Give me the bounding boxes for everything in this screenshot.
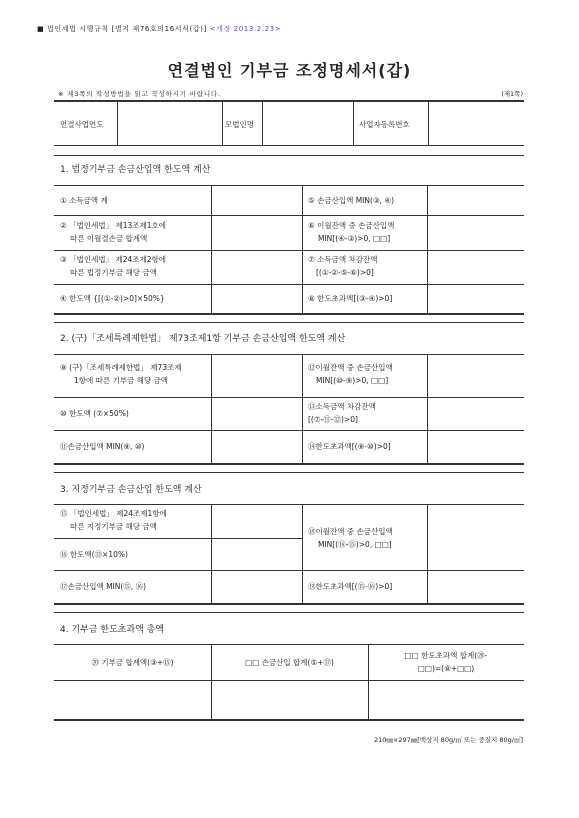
divider bbox=[54, 185, 524, 186]
parent-company-field[interactable] bbox=[262, 118, 353, 131]
form-revision: <개정 2013.2.23> bbox=[209, 25, 282, 33]
divider bbox=[54, 719, 524, 721]
divider bbox=[54, 322, 524, 323]
row-income-total: ① 소득금액 계 bbox=[60, 196, 108, 205]
divider bbox=[54, 612, 524, 613]
business-number-field[interactable] bbox=[428, 118, 524, 131]
row-income-balance-2: ⑬소득금액 차감잔액 [(⑦-⑪-⑫)>0] bbox=[308, 402, 376, 424]
fiscal-year-field[interactable] bbox=[117, 118, 222, 131]
divider bbox=[54, 100, 524, 102]
row-limit-amount-2: ⑩ 한도액 (⑦×50%) bbox=[60, 409, 129, 418]
row-special-donation: ⑨ (구)「조세특례제한법」 제73조제 1항에 따른 기부금 해당 금액 bbox=[60, 363, 182, 385]
divider bbox=[302, 186, 303, 313]
deduction-total-field[interactable] bbox=[212, 682, 367, 718]
divider bbox=[427, 505, 428, 603]
section-1-title: 1. 법정기부금 손금산입액 한도액 계산 bbox=[60, 165, 211, 175]
row-carryover-deduction-3: ⑱이월잔액 중 손금산입액 MIN[(⑯-⑮)>0, □□] bbox=[308, 527, 393, 549]
divider bbox=[54, 284, 524, 285]
form-header bbox=[37, 24, 281, 34]
divider bbox=[54, 538, 302, 539]
section-4-title: 4. 기부금 한도초과액 총액 bbox=[60, 625, 165, 635]
divider bbox=[54, 472, 524, 473]
excess-total-field[interactable] bbox=[369, 682, 523, 718]
donation-total-field[interactable] bbox=[55, 682, 210, 718]
divider bbox=[302, 505, 303, 603]
section-2-title: 2. (구)「조세특례제한법」 제73조제1항 기부금 손금산입액 한도액 계산 bbox=[60, 334, 346, 344]
divider bbox=[54, 313, 524, 315]
row-deductible-amount: ⑤ 손금산입액 MIN(③, ④) bbox=[308, 196, 395, 205]
business-number-label: 사업자등록번호 bbox=[359, 120, 410, 129]
divider bbox=[54, 644, 524, 645]
divider bbox=[54, 680, 524, 681]
row-statutory-donation: ③ 「법인세법」 제24조제2항에 따른 법정기부금 해당 금액 bbox=[60, 255, 167, 277]
form-title: 연결법인 기부금 조정명세서(갑) bbox=[167, 61, 412, 80]
row-designated-donation: ⑮ 「법인세법」 제24조제1항에 따른 지정기부금 해당 금액 bbox=[60, 509, 167, 531]
divider bbox=[211, 186, 212, 313]
divider bbox=[54, 430, 524, 431]
row-income-balance: ⑦ 소득금액 차감잔액 [(①-②-⑤-⑥)>0] bbox=[308, 255, 378, 277]
paper-spec: 210㎜×297㎜[백상지 80g/㎡ 또는 중질지 80g/㎡] bbox=[373, 736, 523, 744]
divider bbox=[211, 505, 212, 603]
divider bbox=[54, 145, 524, 146]
divider bbox=[427, 355, 428, 463]
row-limit-amount-3: ⑯ 한도액(⑬×10%) bbox=[60, 550, 128, 559]
row-carryover-deduction: ⑥ 이월잔액 중 손금산입액 MIN[(④-③)>0, □□] bbox=[308, 221, 395, 243]
row-limit-excess-2: ⑭한도초과액[(⑨-⑩)>0] bbox=[308, 442, 391, 451]
excess-total-header: □□ 한도초과액 합계(⑳- □□)=(⑧+□□) bbox=[404, 651, 488, 673]
divider bbox=[211, 355, 212, 463]
divider bbox=[353, 101, 354, 145]
divider bbox=[54, 570, 524, 571]
parent-company-label: 모법인명 bbox=[225, 120, 254, 129]
instruction-note: ※ 제3쪽의 작성방법을 읽고 작성하시기 바랍니다. bbox=[58, 90, 221, 98]
divider bbox=[302, 355, 303, 463]
fiscal-year-label: 연결사업연도 bbox=[60, 120, 104, 129]
divider bbox=[222, 101, 223, 145]
form-regulation: ■ 법인세법 시행규칙 [별지 제76호의16서식(갑)] bbox=[37, 25, 207, 33]
row-limit-excess: ⑧ 한도초과액[(③-④)>0] bbox=[308, 294, 393, 303]
row-carryover-deduction-2: ⑫이월잔액 중 손금산입액 MIN[(⑩-⑨)>0, □□] bbox=[308, 363, 393, 385]
deduction-total-header: □□ 손금산입 합계(⑤+⑰) bbox=[245, 658, 334, 667]
divider bbox=[54, 354, 524, 355]
divider bbox=[54, 215, 524, 216]
divider bbox=[54, 250, 524, 251]
row-deductible-amount-2: ⑪손금산입액 MIN(⑨, ⑩) bbox=[60, 442, 145, 451]
sheet-number: (제1쪽) bbox=[501, 90, 523, 98]
row-limit-excess-3: ⑲한도초과액[(⑮-⑯)>0] bbox=[308, 582, 393, 591]
divider bbox=[54, 603, 524, 605]
row-limit-amount: ④ 한도액 {[(①-②)>0]×50%} bbox=[60, 294, 165, 303]
divider bbox=[54, 155, 524, 156]
divider bbox=[54, 397, 524, 398]
section-3-title: 3. 지정기부금 손금산입 한도액 계산 bbox=[60, 485, 202, 495]
row-deductible-amount-3: ⑰손금산입액 MIN(⑮, ⑯) bbox=[60, 582, 147, 591]
divider bbox=[427, 186, 428, 313]
row-carried-loss: ② 「법인세법」 제13조제1호에 따른 이월결손금 합계액 bbox=[60, 221, 167, 243]
divider bbox=[54, 504, 524, 505]
donation-total-header: ⑳ 기부금 합계액(③+⑮) bbox=[91, 658, 174, 667]
divider bbox=[54, 463, 524, 465]
